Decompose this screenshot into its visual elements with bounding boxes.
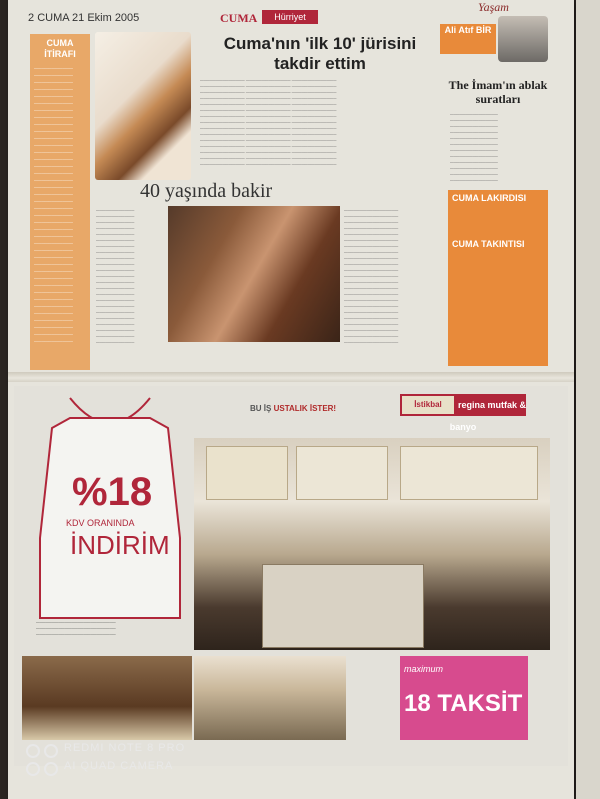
column-title: CUMA İTİRAFI bbox=[44, 38, 76, 59]
card-name: maximum bbox=[404, 664, 444, 674]
logo-cuma: CUMA bbox=[220, 11, 258, 25]
discount-word: İNDİRİM bbox=[70, 530, 170, 560]
page-fold bbox=[8, 372, 574, 382]
kitchen-island bbox=[262, 564, 424, 648]
takinti-title: CUMA TAKINTISI bbox=[452, 239, 525, 249]
watermark-device: REDMI NOTE 8 PRO bbox=[64, 742, 186, 754]
cabinet-upper-center bbox=[296, 446, 388, 500]
article2-photo bbox=[168, 206, 340, 342]
camera-logo-icon bbox=[24, 742, 60, 778]
lakirdi-title: CUMA LAKIRDISI bbox=[452, 193, 527, 203]
food-photo bbox=[95, 32, 191, 180]
next-page-edge bbox=[576, 0, 600, 799]
section-name: Yaşam bbox=[478, 0, 509, 14]
page-number-date: 2 CUMA 21 Ekim 2005 bbox=[28, 12, 140, 24]
column-headline: The İmam'ın ablak suratları bbox=[448, 78, 548, 106]
installments: 18 TAKSİT bbox=[404, 690, 523, 717]
cabinet-upper-right bbox=[400, 446, 538, 500]
article2-body-right: ───────────────── ───────────────── ───────────────── ───────────────── ───────────────── ───────────────── ───────────────── ───────────────── ───────────────── ───────────────── ───────────────── ───────────────── ───────────────── ───────────────── ───────────────── ───────────────── ───────────────── ───────────────── ───────────────── ───────────────── ───────────────── ───────────────── ───────────────── bbox=[344, 208, 399, 345]
article-body: ────────────── ────────────── ────────────── ────────────── ────────────── ────────────── ────────────── ────────────── ────────────── ────────────── ────────────── ────────────── ────────────── ────────────── ────────────── ────────────── ────────────── ────────────── ────────────── ────────────── ────────────── ────────────── ────────────── ────────────── ────────────── ────────────── ────────────── ────────────── ────────────── ────────────── ────────────── ────────────── ────────────── ────────────── ────────────── ────────────── ────────────── ────────────── ────────────── ────────────── ────────────── ────────────── ────────────── ────────────── ────────────── bbox=[200, 78, 337, 167]
column-text: ─────────── ─────────── ─────────── ─────────── ─────────── ─────────── ─────────── ─────────── ─────────── ─────────── ─────────── ─────────── ─────────── ─────────── ─────────── ─────────── ─────────── ─────────── ─────────── ─────────── ─────────── ─────────── ─────────── ─────────── ─────────── ─────────── ─────────── ─────────── ─────────── ─────────── ─────────── ─────────── ─────────── ─────────── ─────────── ─────────── ─────────── ─────────── ─────────── ─────────── bbox=[34, 66, 73, 345]
discount-percent: %18 bbox=[72, 470, 153, 514]
column-body: ─────────────── ─────────────── ─────────────── ─────────────── ─────────────── ─────────────── ─────────────── ─────────────── ─────────────── ─────────────── ─────────────── ─────────────── bbox=[450, 112, 498, 183]
columnist-box: Ali Atıf BİR bbox=[440, 24, 496, 54]
article2-headline: 40 yaşında bakir bbox=[140, 180, 273, 202]
ad-tagline: BU İŞ USTALIK İSTER! bbox=[250, 404, 337, 413]
brand-banner: regina mutfak & banyo bbox=[400, 394, 526, 416]
brand-istikbal: İstikbal bbox=[402, 396, 454, 414]
logo-hurriyet: Hürriyet bbox=[262, 10, 318, 24]
discount-subtitle: KDV ORANINDA bbox=[66, 518, 135, 528]
ad-caption: ───────────────────────── ───────────────────────── ───────────────────────── bbox=[36, 620, 116, 637]
takinti-box bbox=[448, 236, 548, 366]
columnist-photo bbox=[498, 16, 548, 62]
article2-body-left: ──────────── ──────────── ──────────── ──────────── ──────────── ──────────── ──────────── ──────────── ──────────── ──────────── ──────────── ──────────── ──────────── ──────────── ──────────── ──────────── ──────────── ──────────── ──────────── ──────────── ──────────── ──────────── ──────────── bbox=[96, 208, 135, 345]
article-headline: Cuma'nın 'ilk 10' jürisini takdir ettim bbox=[223, 34, 417, 73]
kitchen-thumb-2 bbox=[194, 656, 346, 740]
watermark-camera: AI QUAD CAMERA bbox=[64, 760, 174, 772]
kitchen-thumb-1 bbox=[22, 656, 192, 740]
cabinet-upper-left bbox=[206, 446, 288, 500]
